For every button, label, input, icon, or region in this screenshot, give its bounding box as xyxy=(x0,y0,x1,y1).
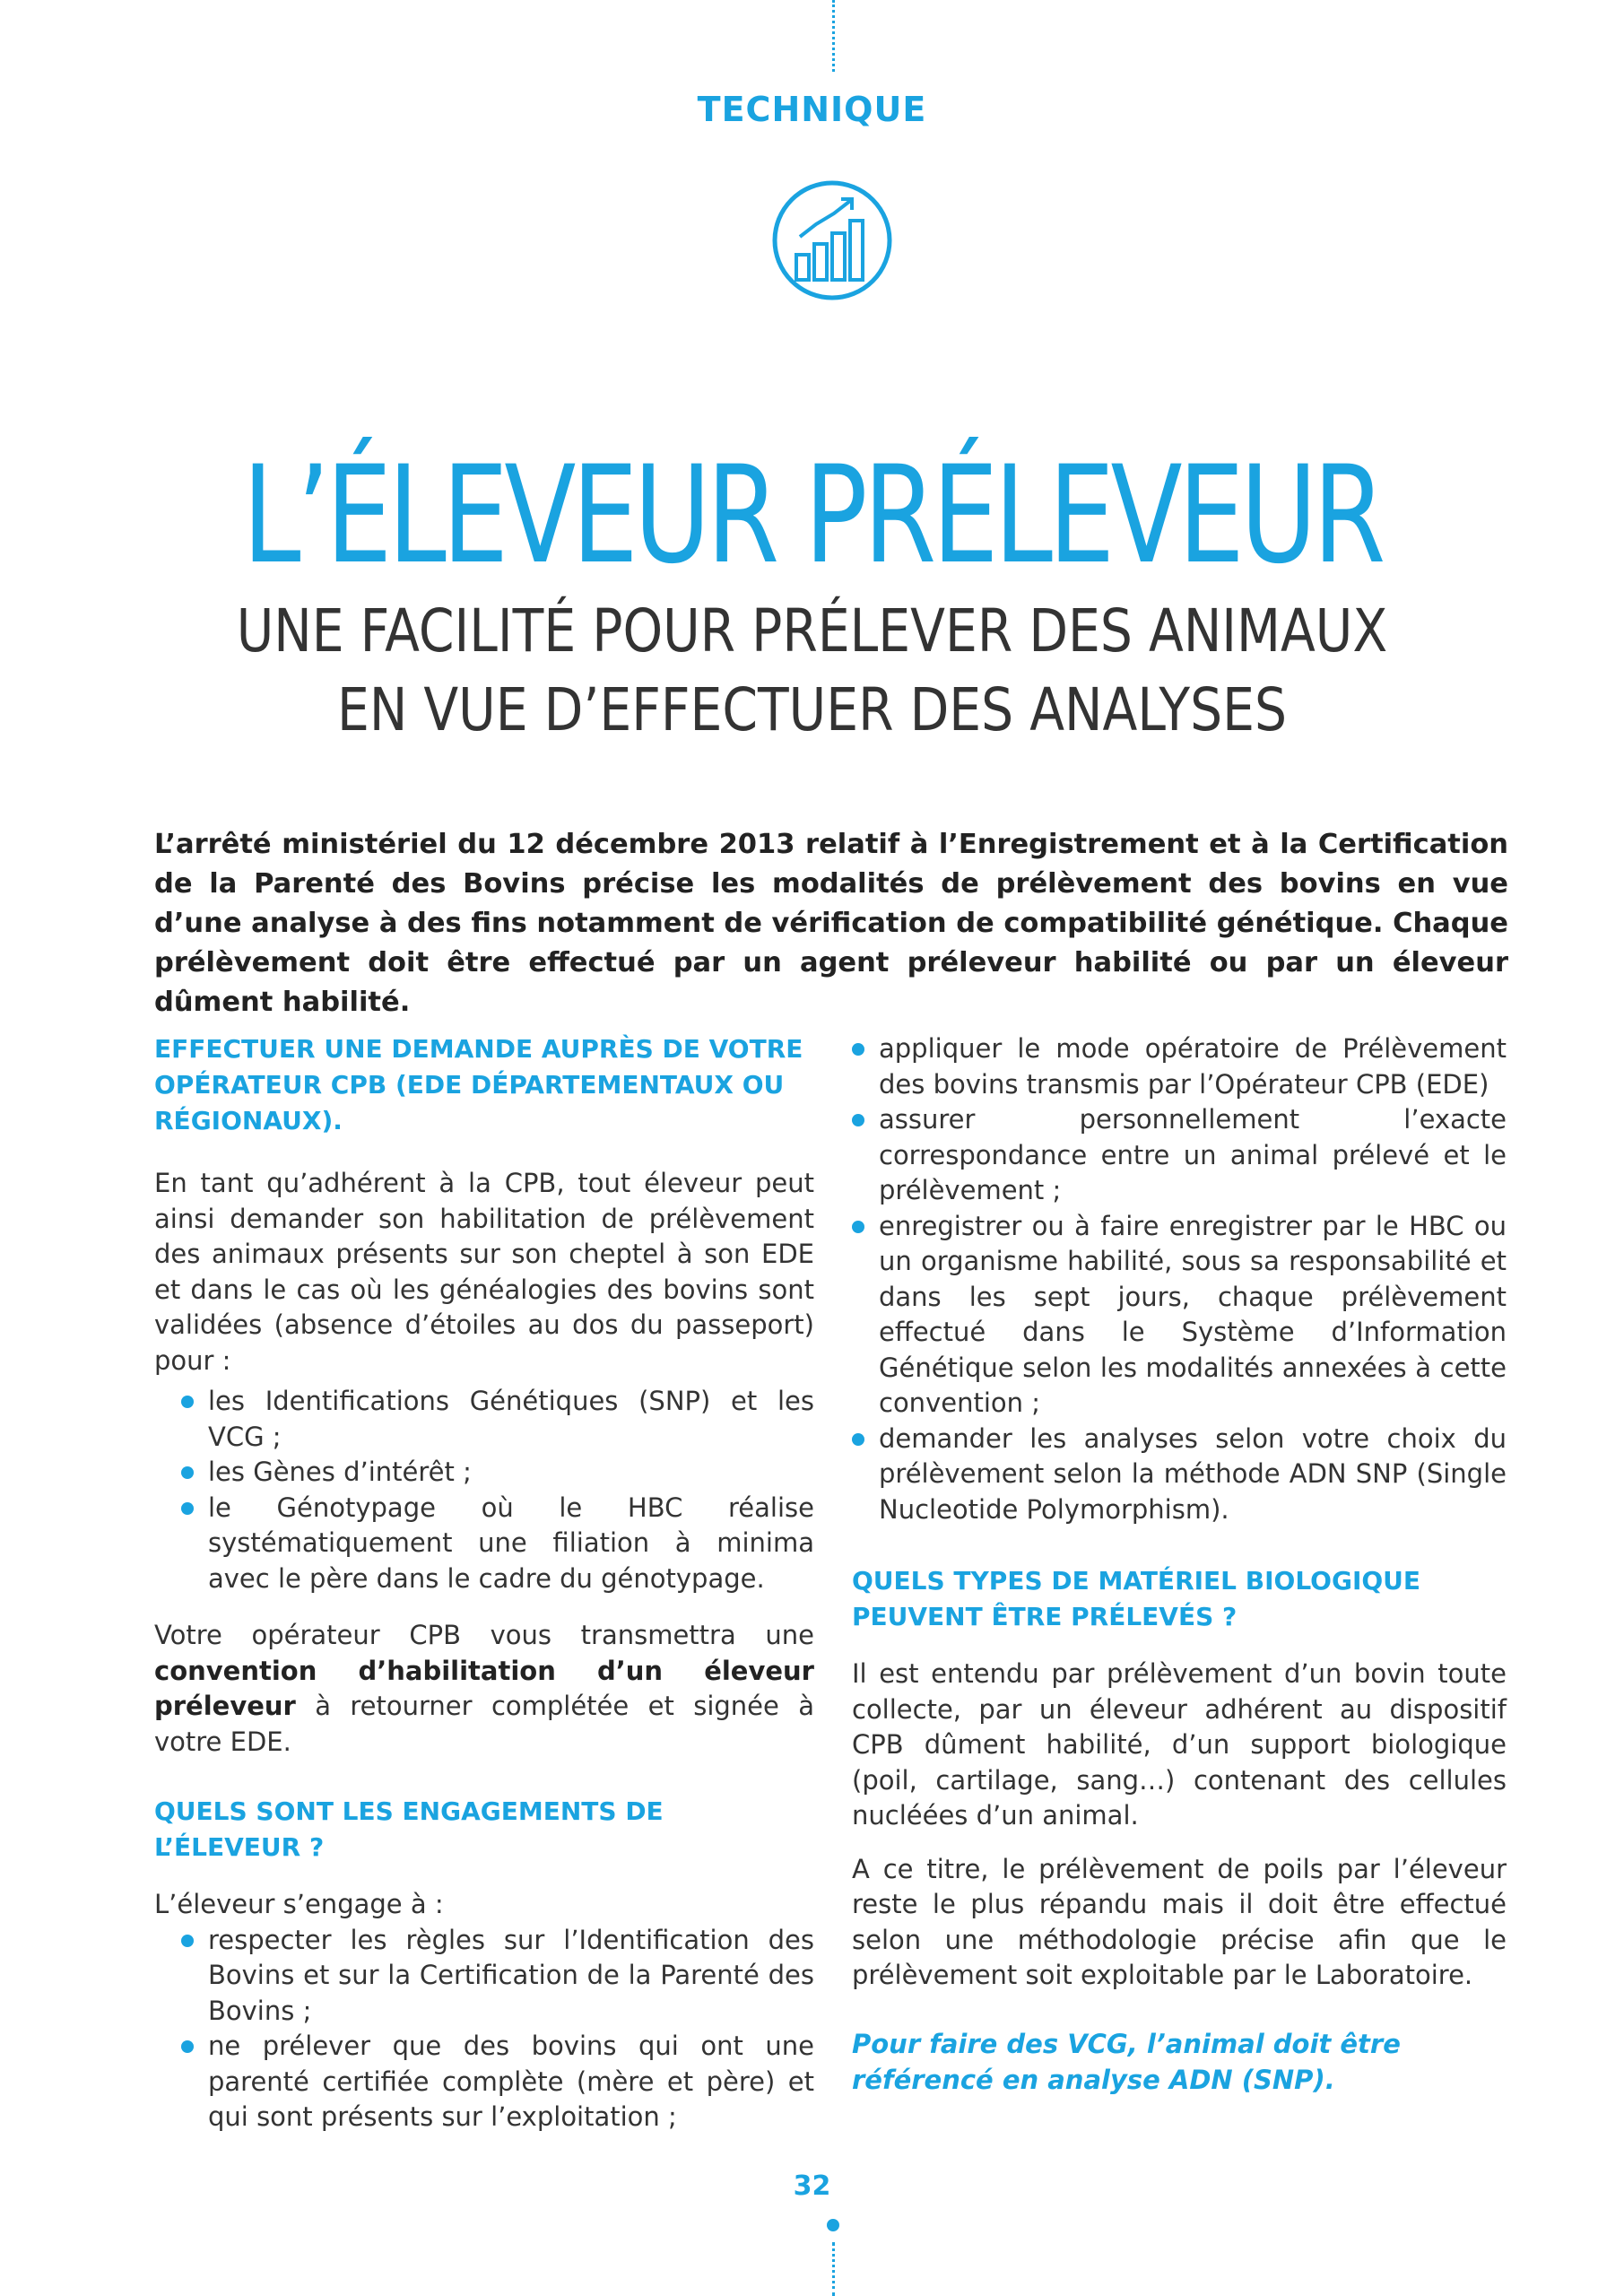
heading-materiel: QUELS TYPES DE MATÉRIEL BIOLOGIQUE PEUVENT ÊTRE PRÉLEVÉS ? xyxy=(852,1566,1421,1631)
list-item: appliquer le mode opératoire de Prélèvement des bovins transmis par l’Opérateur CPB (EDE) xyxy=(852,1031,1507,1102)
list-analyses xyxy=(154,1384,814,1596)
intro-text: L’arrêté ministériel du 12 décembre 2013 relatif à l’Enregistrement et à la Certification de la Parenté des Bovins précise les modalités de prélèvement des bovins en vue d’une analyse à des fins notamment de vérification de compatibilité génétique. Chaque prélèvement doit être effectué par un agent préleveur habilité ou xyxy=(154,829,1508,978)
paragraph-engage: L’éleveur s’engage à : xyxy=(154,1889,444,1919)
bottom-dot xyxy=(827,2219,839,2231)
list-item: les Identifications Génétiques (SNP) et les VCG ; xyxy=(181,1384,814,1455)
subtitle-line-2: EN VUE D’EFFECTUER DES ANALYSES xyxy=(336,675,1288,744)
page-number: 32 xyxy=(793,2170,831,2202)
growth-chart-icon xyxy=(769,178,895,303)
subtitle-line-1: UNE FACILITÉ POUR PRÉLEVER DES ANIMAUX xyxy=(236,596,1388,665)
intro-end: . xyxy=(399,987,411,1018)
right-column xyxy=(852,1031,1507,2098)
bottom-dotted-line xyxy=(832,2242,835,2296)
heading-demande: EFFECTUER UNE DEMANDE AUPRÈS DE VOTRE OPÉRATEUR CPB (EDE DÉPARTEMENTAUX OU RÉGIONAUX). xyxy=(154,1034,803,1135)
list-item: les Gènes d’intérêt ; xyxy=(181,1455,814,1491)
list-item: enregistrer ou à faire enregistrer par le HBC ou un organisme habilité, sous sa responsabilité et dans les sept jours, chaque prélèvement effectué dans le Système d’Information Génétique selon les modalités annexées à cette convention ; xyxy=(852,1209,1507,1422)
paragraph-convention xyxy=(154,1618,814,1760)
heading-engagements: QUELS SONT LES ENGAGEMENTS DE L’ÉLEVEUR ? xyxy=(154,1796,664,1862)
top-dotted-line xyxy=(832,0,835,72)
convention-text-start: Votre opérateur CPB vous transmettra une xyxy=(154,1620,814,1650)
intro-highlight: par un éleveur dûment habilité xyxy=(154,947,1508,1018)
convention-text-bold: convention d’habilitation d’un éleveur préleveur xyxy=(154,1655,814,1721)
page-title: L’ÉLEVEUR PRÉLEVEUR xyxy=(242,438,1382,594)
section-label: TECHNIQUE xyxy=(697,90,927,129)
list-item: ne prélever que des bovins qui ont une parenté certifiée complète (mère et père) et qui sont présents sur l’exploitation ; xyxy=(181,2029,814,2135)
list-engagements xyxy=(154,1923,814,2135)
list-item: assurer personnellement l’exacte correspondance entre un animal prélevé et le prélèvement ; xyxy=(852,1102,1507,1209)
list-item: respecter les règles sur l’Identification des Bovins et sur la Certification de la Parenté des Bovins ; xyxy=(181,1923,814,2030)
left-column xyxy=(154,1031,814,2157)
list-engagements-continued xyxy=(852,1031,1507,1527)
paragraph-poils: A ce titre, le prélèvement de poils par l’éleveur reste le plus répandu mais il doit être effectué selon une méthodologie précise afin que le prélèvement soit exploitable par le Laboratoire. xyxy=(852,1853,1507,1990)
page-subtitle xyxy=(114,592,1510,750)
list-item: demander les analyses selon votre choix du prélèvement selon la méthode ADN SNP (Single Nucleotide Polymorphism). xyxy=(852,1422,1507,1528)
paragraph-definition: Il est entendu par prélèvement d’un bovin toute collecte, par un éleveur adhérent au dispositif CPB dûment habilité, d’un support biologique (poil, cartilage, sang…) contenant des cellules nucléées d’un animal. xyxy=(852,1658,1507,1831)
intro-paragraph xyxy=(154,825,1508,1022)
list-item: le Génotypage où le HBC réalise systématiquement une filiation à minima avec le père dans le cadre du génotypage. xyxy=(181,1491,814,1597)
convention-text-end: à retourner complétée et signée à votre EDE. xyxy=(154,1691,814,1757)
note-vcg: Pour faire des VCG, l’animal doit être référencé en analyse ADN (SNP). xyxy=(852,2028,1401,2095)
paragraph-adherent: En tant qu’adhérent à la CPB, tout éleveur peut ainsi demander son habilitation de prélèvement des animaux présents sur son cheptel à son EDE et dans le cas où les généalogies des bovins sont validées (absence d’étoiles au dos du passeport) pour : xyxy=(154,1168,814,1376)
